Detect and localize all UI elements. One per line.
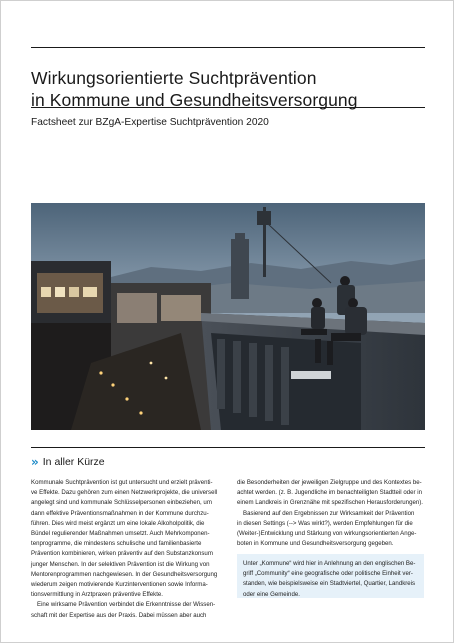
text-line: angelegt sind und kommunale Schlüsselpersonen einbeziehen, um — [31, 499, 212, 507]
title-line-1: Wirkungsorientierte Suchtprävention — [31, 67, 317, 88]
text-line: Eine wirksame Prävention verbindet die Erkenntnisse der Wissen- — [37, 601, 216, 609]
text-line: dann effektive Präventionsmaßnahmen in der Kommune durchzu- — [31, 509, 209, 517]
text-line: Basierend auf den Ergebnissen zur Wirksamkeit der Prävention — [243, 509, 415, 517]
text-line: achtet werden. (z. B. Jugendliche im benachteiligten Stadtteil oder in — [237, 489, 422, 497]
text-line: Mentorenprogrammen nachgewiesen. In der Gesundheitsversorgung — [31, 570, 218, 578]
page-subtitle: Factsheet zur BZgA-Expertise Suchtprävention 2020 — [31, 117, 269, 128]
text-line: tionsvermittlung in Arztpraxen präventive Effekte. — [31, 591, 163, 599]
text-line: führen. Dies wird meist ergänzt um eine lokale Alkoholpolitik, die — [31, 519, 205, 527]
title-line-2: in Kommune und Gesundheitsversorgung — [31, 89, 358, 110]
text-line: schaft mit der Expertise aus der Praxis. Dabei müssen aber auch — [31, 611, 207, 619]
right-column-text — [237, 478, 427, 549]
text-line: (Weiter-)Entwicklung und Stärkung von wirkungsorientierten Ange- — [237, 530, 417, 538]
left-column-text — [31, 478, 225, 621]
title-rule — [31, 107, 425, 108]
note-line: standen, wie beispielsweise ein Stadtviertel, Quartier, Landkreis — [243, 580, 416, 588]
double-chevron-right-icon: » — [31, 455, 39, 469]
text-line: tenprogramme, die mindestens schulische und familienbasierte — [31, 540, 202, 548]
page-title — [31, 67, 431, 111]
text-line: junger Menschen. In der selektiven Prävention ist die Wirkung von — [31, 560, 210, 568]
note-line: oder eine Gemeinde. — [243, 590, 300, 598]
text-line: ve Effekte. Dazu gehören zum einen Netzwerkprojekte, die universell — [31, 489, 218, 497]
text-line: die Besonderheiten der jeweiligen Zielgruppe und des Kontextes be- — [237, 479, 422, 486]
text-line: boten in Kommune und Gesundheitsversorgung gegeben. — [237, 540, 394, 548]
text-line: Bündel regulierender Maßnahmen umsetzt. Auch Mehrkomponen- — [31, 530, 210, 538]
section-heading — [31, 456, 105, 468]
top-rule — [31, 47, 425, 48]
text-line: einem Landkreis in Grenznähe mit spezifischen Herausforderungen). — [237, 499, 423, 507]
note-line: Unter „Kommune“ wird hier in Anlehnung an den englischen Be- — [243, 560, 416, 567]
text-line: wiederum zeigen motivierende Kurzinterventionen sowie Informa- — [31, 581, 208, 589]
section-title: In aller Kürze — [42, 456, 105, 468]
text-line: Prävention kombinieren, wirken präventiv auf den Substanzkonsum — [31, 550, 213, 558]
cover-photo — [31, 203, 425, 430]
text-line: in diesen Settings (--> Was wirkt?), werden Empfehlungen für die — [237, 519, 413, 527]
note-line: griff „Community“ eine geografische oder politische Einheit ver- — [243, 570, 413, 578]
section-rule — [31, 447, 425, 448]
definition-note-box — [237, 554, 424, 598]
text-line: Kommunale Suchtprävention ist gut untersucht und erzielt präventi- — [31, 479, 213, 486]
